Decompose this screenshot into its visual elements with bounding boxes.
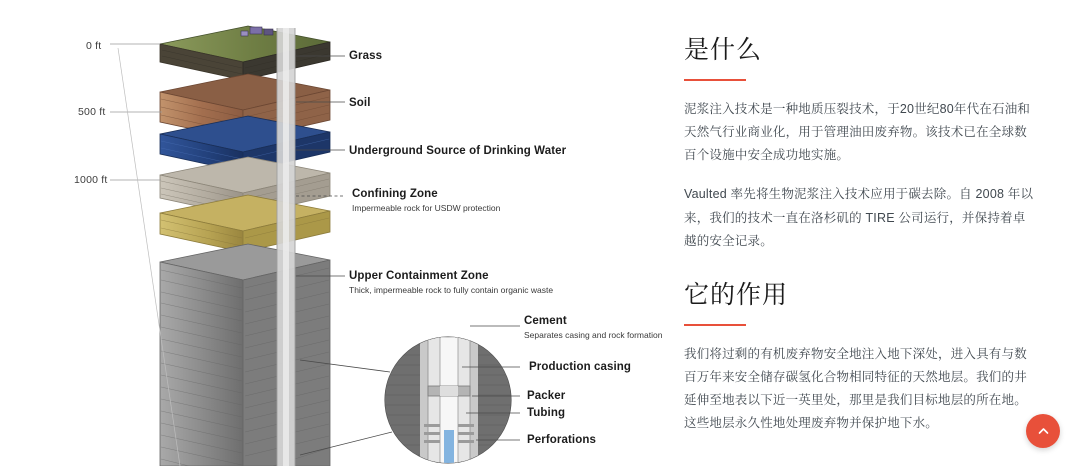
depth-label-500ft: 500 ft [78, 106, 106, 118]
callout-upper-containment-zone-subtitle: Thick, impermeable rock to fully contain organic waste [349, 285, 554, 296]
callout-perforations [527, 433, 596, 447]
scroll-to-top-button[interactable] [1026, 414, 1060, 448]
section-what-it-does [684, 275, 1038, 436]
callout-packer-title: Packer [527, 390, 566, 402]
callout-upper-containment-zone [349, 269, 553, 296]
callout-cement-subtitle: Separates casing and rock formation [524, 330, 663, 341]
callout-confining-zone-title: Confining Zone [352, 188, 438, 200]
chevron-up-icon [1037, 425, 1050, 438]
well-shaft [277, 28, 295, 466]
depth-label-1000ft: 1000 ft [74, 174, 108, 186]
callout-perforations-title: Perforations [527, 434, 596, 446]
heading-underline-2 [684, 324, 746, 326]
heading-underline [684, 79, 746, 81]
callout-confining-zone [352, 187, 500, 214]
callout-grass-title: Grass [349, 50, 383, 62]
callout-upper-containment-zone-title: Upper Containment Zone [349, 270, 489, 282]
section-heading-what-is-it: 是什么 [684, 36, 763, 64]
callout-packer [527, 389, 565, 403]
callout-usdw [349, 144, 566, 158]
callout-production-casing [529, 360, 631, 374]
callout-cement [524, 314, 662, 341]
callout-tubing-title: Tubing [527, 407, 566, 419]
callout-soil-title: Soil [349, 97, 371, 109]
paragraph-what-it-does-1: 我们将过剩的有机废弃物安全地注入地下深处，进入具有与数百万年来安全储存碳氢化合物相同特征的天然地层。我们的井延伸至地表以下近一英里处，那里是我们目标地层的所在地。这些地层永久性地处理废弃物并保护地下水。 [684, 346, 1027, 431]
section-heading-what-it-does: 它的作用 [684, 280, 789, 309]
callout-confining-zone-subtitle: Impermeable rock for USDW protection [352, 203, 501, 214]
callout-usdw-title: Underground Source of Drinking Water [349, 145, 567, 157]
depth-label-0ft: 0 ft [86, 40, 102, 52]
callout-grass [349, 49, 382, 63]
callout-soil [349, 96, 371, 110]
paragraph-what-is-it-2: Vaulted 率先将生物泥浆注入技术应用于碳去除。自 2008 年以来，我们的技术一直在洛杉矶的 TIRE 公司运行，并保持着卓越的安全记录。 [684, 187, 1034, 248]
layer-upper-containment-zone [160, 244, 330, 466]
callout-tubing [527, 406, 565, 420]
content-panel [672, 0, 1080, 466]
section-heading-wrap-2 [684, 275, 1038, 326]
paragraph-what-is-it-1: 泥浆注入技术是一种地质压裂技术，于20世纪80年代在石油和天然气行业商业化，用于管理油田废弃物。该技术已在全球数百个设施中安全成功地实施。 [684, 102, 1031, 163]
callout-production-casing-title: Production casing [529, 361, 632, 373]
section-what-is-it [684, 30, 1038, 253]
section-heading-wrap [684, 30, 1038, 81]
layer-grass [160, 26, 330, 80]
well-completion-inset [300, 337, 511, 463]
callout-cement-title: Cement [524, 315, 567, 327]
